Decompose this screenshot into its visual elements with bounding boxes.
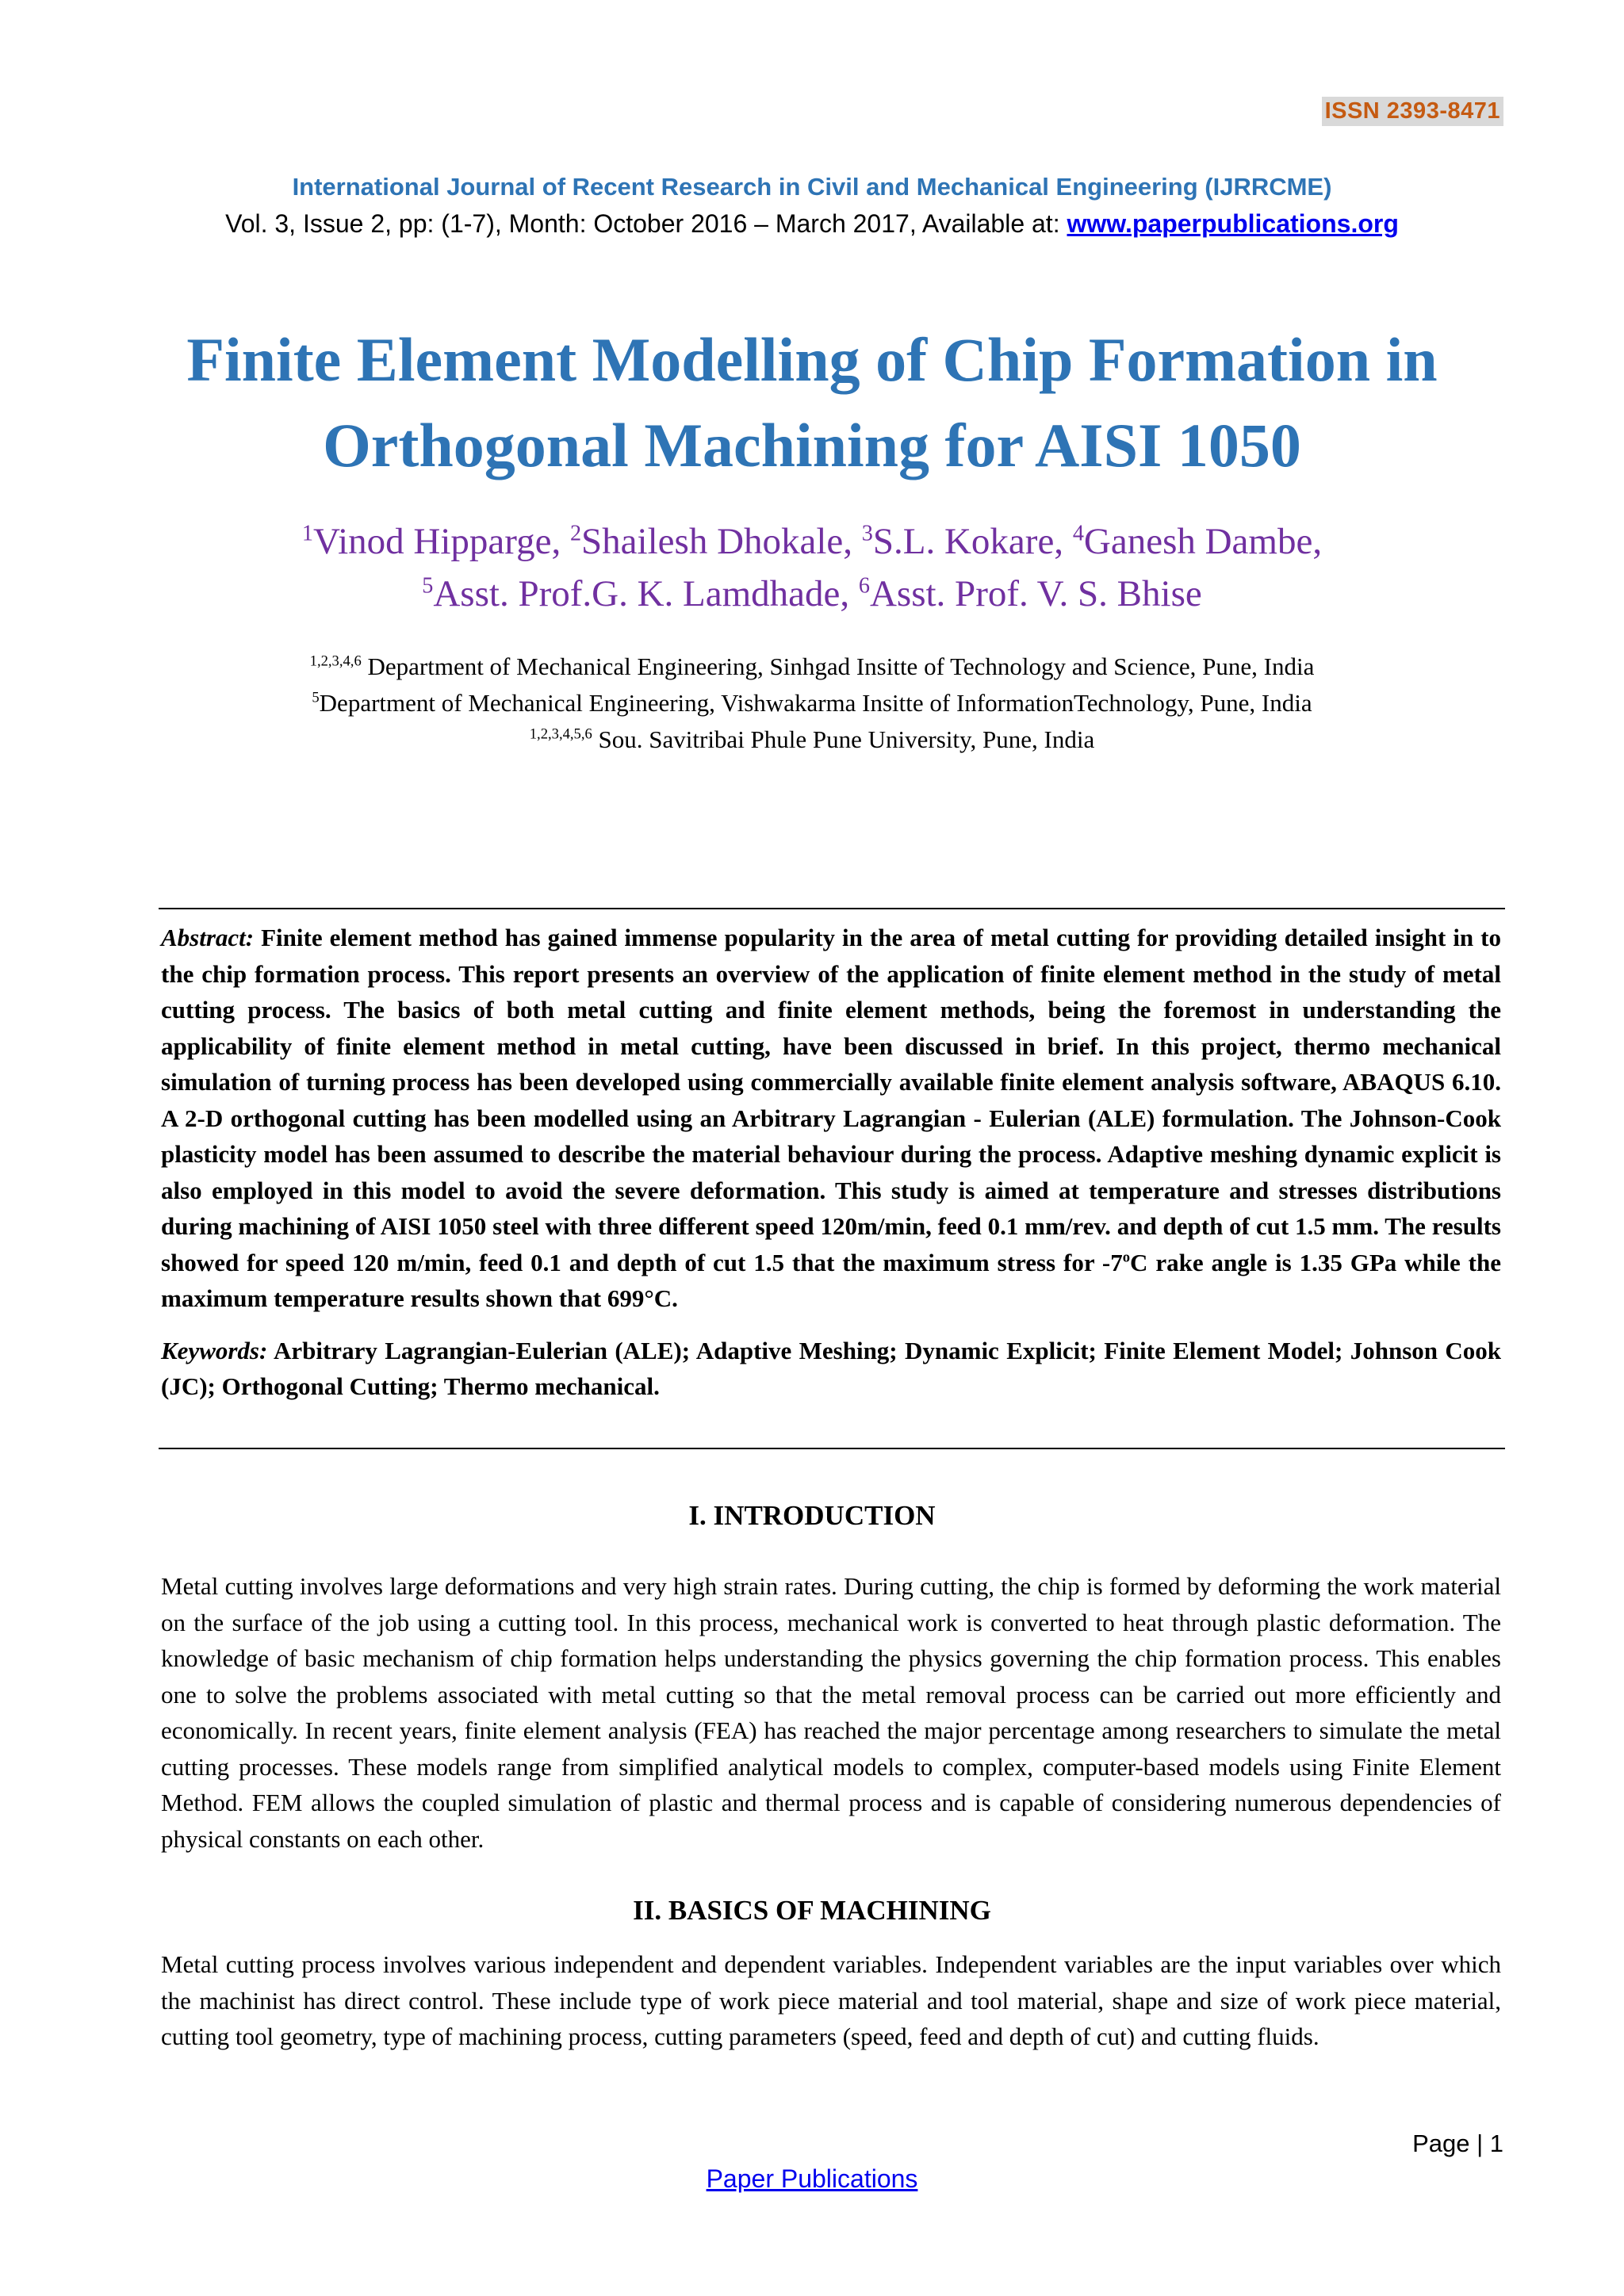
paper-title — [79, 317, 1545, 488]
abstract-block — [161, 920, 1501, 1405]
website-link[interactable]: www.paperpublications.org — [1067, 209, 1399, 238]
abstract-bottom-rule — [159, 1448, 1505, 1449]
author-sup: 5 — [422, 573, 434, 599]
abstract-label: Abstract: — [161, 924, 255, 951]
affiliation-text: Department of Mechanical Engineering, Vishwakarma Insitte of InformationTechnology, Pune, India — [319, 689, 1312, 717]
basics-paragraph: Metal cutting process involves various independent and dependent variables. Independent variables are the input variables over which the machinist has direct control. These include type of work piece material and tool material, shape and size of work piece material, cutting tool geometry, type of machining process, cutting parameters (speed, feed and depth of cut) and cutting fluids. — [161, 1950, 1501, 2050]
title-line-1: Finite Element Modelling of Chip Formation in — [186, 325, 1438, 394]
keywords-label: Keywords: — [161, 1336, 268, 1364]
title-line-2: Orthogonal Machining for AISI 1050 — [323, 411, 1301, 480]
author-name: Ganesh Dambe, — [1083, 521, 1323, 562]
publisher-link[interactable]: Paper Publications — [706, 2164, 918, 2193]
affiliation-sup: 1,2,3,4,6 — [309, 652, 362, 670]
author-name: Asst. Prof. V. S. Bhise — [869, 573, 1202, 614]
author-sup: 4 — [1072, 521, 1084, 546]
section-text-introduction — [161, 1568, 1501, 1857]
author-list — [79, 515, 1545, 620]
affiliation-line — [79, 721, 1545, 758]
author-sup: 2 — [569, 521, 582, 546]
abstract-paragraph — [161, 920, 1501, 1317]
author-line-1 — [79, 515, 1545, 568]
footer — [0, 2164, 1624, 2194]
affiliation-line — [79, 649, 1545, 685]
author-name: Vinod Hipparge, — [313, 521, 570, 562]
affiliation-sup: 5 — [312, 689, 320, 706]
affiliation-sup: 1,2,3,4,5,6 — [529, 725, 592, 743]
volume-info: Vol. 3, Issue 2, pp: (1-7), Month: October 2016 – March 2017, Available at: — [225, 209, 1067, 238]
affiliation-text: Department of Mechanical Engineering, Sinhgad Insitte of Technology and Science, Pune, India — [361, 652, 1315, 680]
abstract-top-rule — [159, 908, 1505, 909]
affiliations — [79, 649, 1545, 758]
author-line-2 — [79, 568, 1545, 620]
section-text-basics — [161, 1946, 1501, 2055]
issn-badge: ISSN 2393-8471 — [1322, 97, 1503, 126]
section-heading-basics: II. BASICS OF MACHINING — [633, 1895, 991, 1926]
journal-name: International Journal of Recent Research in Civil and Mechanical Engineering (IJRRCME) — [292, 173, 1332, 201]
abstract-text: Finite element method has gained immense popularity in the area of metal cutting for providing detailed insight in to the chip formation process. This report presents an overview of the application of finite element method in the study of metal cutting process. The basics of both metal cutting and finite element methods, being the foremost in understanding the applicability of finite element method in metal cutting, have been discussed in brief. In this project, thermo mechanical simulation of turning process has been developed using commercially available finite element analysis software, ABAQUS 6.10. A 2-D orthogonal cutting has been modelled using an Arbitrary Lagrangian - Eulerian (ALE) formulation. The Johnson-Cook plasticity model has been assumed to describe the material behaviour during the process. Adaptive meshing dynamic explicit is also employed in this model to avoid the severe deformation. This study is aimed at temperature and stresses distributions during machining of AISI 1050 steel with three different speed 120m/min, feed 0.1 mm/rev. and depth of cut 1.5 mm. The results showed for speed 120 m/min, feed 0.1 and depth of cut 1.5 that the maximum stress for -7 — [161, 924, 1501, 1276]
page-number: Page | 1 — [1412, 2130, 1503, 2157]
keywords-text: Arbitrary Lagrangian-Eulerian (ALE); Adaptive Meshing; Dynamic Explicit; Finite Element Model; Johnson Cook (JC); Orthogonal Cutting; Thermo mechanical. — [161, 1336, 1501, 1400]
volume-line — [0, 209, 1624, 239]
degree-sup: o — [1122, 1249, 1131, 1266]
author-sup: 1 — [301, 521, 313, 546]
introduction-paragraph: Metal cutting involves large deformations and very high strain rates. During cutting, the chip is formed by deforming the work material on the surface of the job using a cutting tool. In this process, mechanical work is converted to heat through plastic deformation. The knowledge of basic mechanism of chip formation helps understanding the physics governing the chip formation process. This enables one to solve the problems associated with metal cutting so that the metal removal process can be carried out more efficiently and economically. In recent years, finite element analysis (FEA) has reached the major percentage among researchers to simulate the metal cutting processes. These models range from simplified analytical models to complex, computer-based models using Finite Element Method. FEM allows the coupled simulation of plastic and thermal process and is capable of considering numerous dependencies of physical constants on each other. — [161, 1572, 1501, 1853]
section-heading-introduction: I. INTRODUCTION — [688, 1500, 936, 1531]
author-name: S.L. Kokare, — [872, 521, 1073, 562]
author-name: Asst. Prof.G. K. Lamdhade, — [433, 573, 859, 614]
affiliation-text: Sou. Savitribai Phule Pune University, Pune, India — [592, 725, 1095, 753]
author-sup: 3 — [861, 521, 873, 546]
author-name: Shailesh Dhokale, — [581, 521, 862, 562]
author-sup: 6 — [858, 573, 870, 599]
abstract-text-end: C rake angle is 1.35 GPa while the maximum temperature results shown that 699°C. — [161, 1248, 1501, 1312]
affiliation-line — [79, 685, 1545, 721]
keywords-paragraph — [161, 1333, 1501, 1405]
